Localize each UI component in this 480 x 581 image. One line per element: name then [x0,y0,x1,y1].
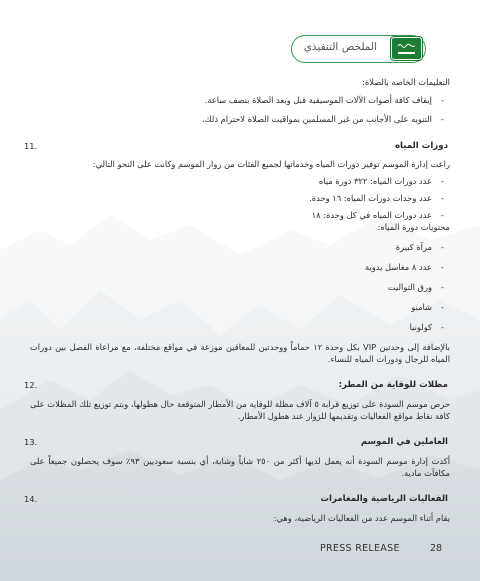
section-number: 12. [24,380,38,390]
section-number: 14. [24,494,38,504]
header-title: الملخص التنفيذي [303,41,377,53]
toilet-contents-heading: محتويات دورة المياه: [377,222,450,232]
list-item: - كولونيا [409,322,444,332]
saudi-flag-icon [391,37,422,60]
list-item: - عدد ٨ مغاسل يدوية [364,262,444,272]
list-item: - عدد دورات المياه في كل وحدة: ١٨ [311,210,444,220]
footer-label: PRESS RELEASE [320,543,400,554]
list-item: - إيقاف كافة أصوات الآلات الموسيقية قبل وبعد الصلاة بنصف ساعة. [204,95,444,105]
section-number: 13. [24,437,38,447]
list-item: - مرآة كبيرة [395,242,444,252]
section-12-heading: مظلات للوقاية من المطر: 12. [24,380,448,390]
section-14-body: يقام أثناء الموسم عدد من الفعاليات الرياضية، وهي: [273,513,450,523]
section-13-heading: العاملين في الموسم 13. [24,437,448,447]
section-14-heading: الفعاليات الرياضية والمغامرات 14. [24,494,448,504]
document-body [24,76,451,524]
section-11-extra: بالإضافة إلى وحدتين VIP بكل وحدة ١٢ حماماً ووحدتين للمعاقين موزعة في مواقع مختلفة، مع مراعاة الفصل بين دورات المياه للرجال ودورات المياه للنساء. [30,342,450,364]
prayer-instructions-heading: التعليمات الخاصة بالصلاة: [362,77,450,87]
page-number: 28 [430,543,443,554]
list-item: - عدد وحدات دورات المياه: ١٦ وحدة. [309,193,444,203]
section-11-intro: راعت إدارة الموسم توفير دورات المياه وخدماتها لجميع الفئات من زوار الموسم وكانت على النحو التالي: [92,159,450,169]
list-item: - ورق التواليت [387,282,444,292]
list-item: - عدد دورات المياه: ٣٢٢ دورة مياه [318,176,444,186]
list-item: - التنويه على الأجانب من غير المسلمين بمواقيت الصلاة لاحترام ذلك. [202,114,444,124]
section-13-body: أكدت إدارة موسم السودة أنه يعمل لديها أكثر من ٢٥٠ شاباً وشابة، أي بنسبة سعوديين ٩٣٪ سوف يحصلون جميعاً على مكافآت مادية. [30,456,450,478]
section-12-body: حرص موسم السودة على توزيع قرابة ٥ آلاف مظلة للوقاية من الأمطار المتوقعة حال هطولها، وبتم توزيع تلك المظلات على كافة نقاط مواقع الفعاليات وتقديمها للزوار عند هطول الأمطار. [30,399,451,421]
list-item: - شامبو [411,302,444,312]
section-11-heading: دورات المياه 11. [24,141,448,151]
section-number: 11. [24,141,38,151]
